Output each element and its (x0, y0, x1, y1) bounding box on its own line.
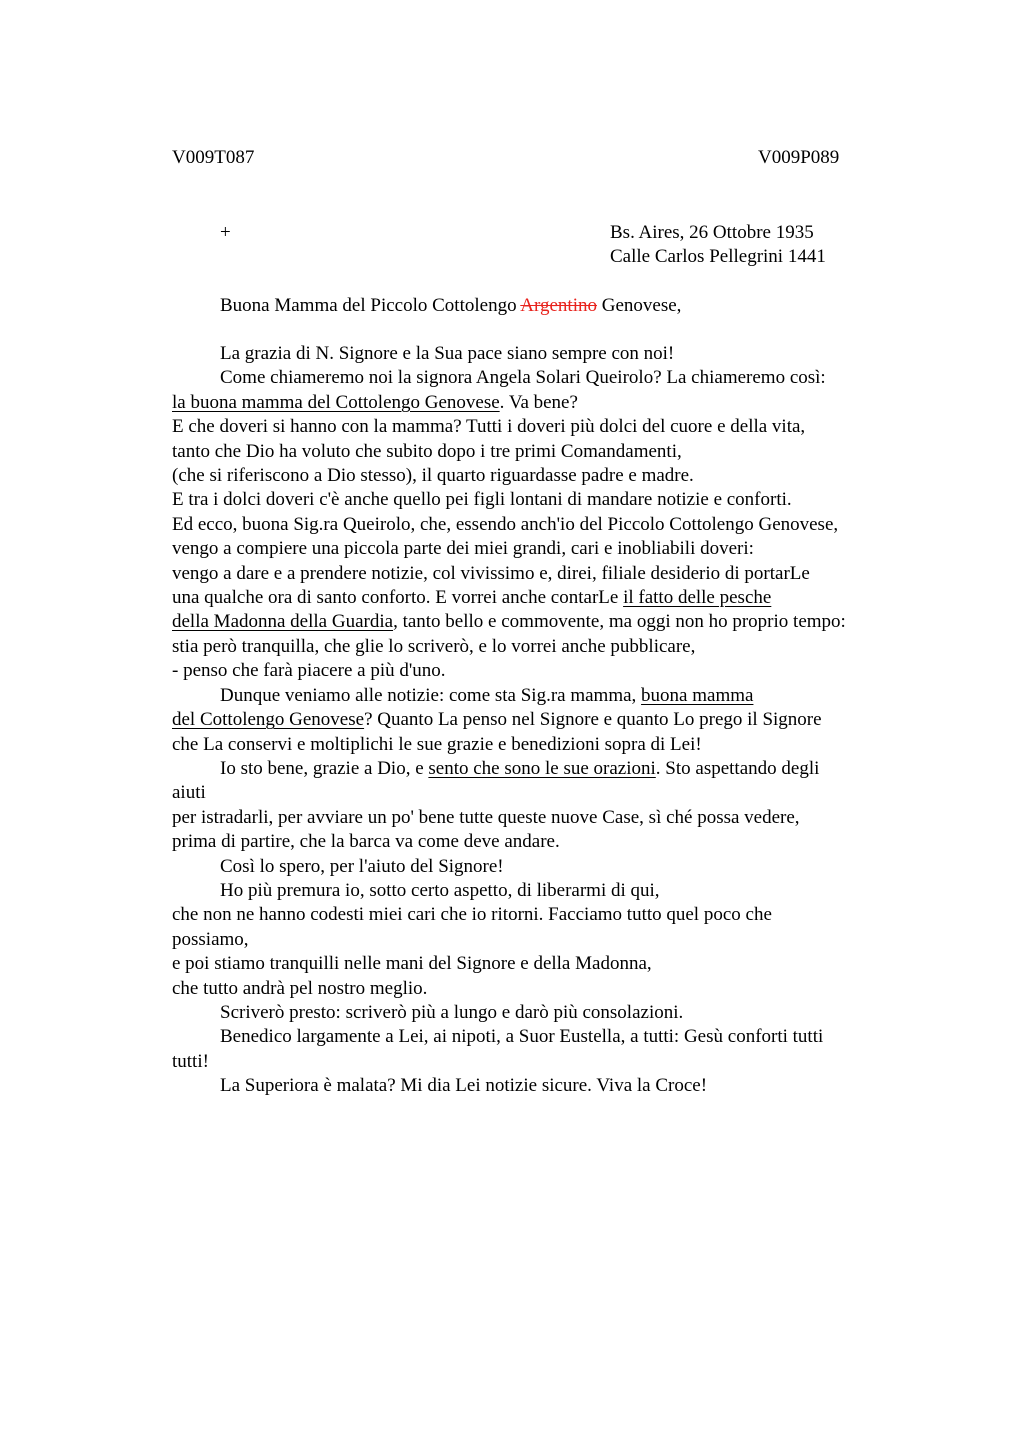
body-line: per istradarli, per avviare un po' bene tutte queste nuove Case, sì ché possa vedere, (172, 806, 800, 828)
underlined-phrase: della Madonna della Guardia (172, 611, 394, 633)
body-line: stia però tranquilla, che glie lo scriverò, e lo vorrei anche pubblicare, (172, 635, 696, 657)
body-line: Scriverò presto: scriverò più a lungo e darò più consolazioni. (220, 1001, 684, 1023)
body-line: che tutto andrà pel nostro meglio. (172, 977, 428, 999)
body-line: vengo a dare e a prendere notizie, col vivissimo e, direi, filiale desiderio di portarLe (172, 562, 810, 584)
underlined-phrase: il fatto delle pesche (623, 587, 772, 609)
salutation-deleted-word: Argentino (520, 295, 597, 316)
body-line: la buona mamma del Cottolengo Genovese. Va bene? (172, 391, 578, 413)
cross-symbol: + (220, 222, 231, 243)
underlined-phrase: buona mamma (641, 684, 754, 706)
body-line: e poi stiamo tranquilli nelle mani del Signore e della Madonna, (172, 953, 652, 975)
body-line: prima di partire, che la barca va come deve andare. (172, 831, 560, 853)
body-line: una qualche ora di santo conforto. E vorrei anche contarLe il fatto delle pesche (172, 587, 772, 609)
underlined-phrase: la buona mamma del Cottolengo Genovese (172, 391, 500, 413)
body-line: - penso che farà piacere a più d'uno. (172, 660, 446, 682)
body-line: tanto che Dio ha voluto che subito dopo i tre primi Comandamenti, (172, 440, 682, 462)
header-right-code: V009P089 (758, 147, 840, 168)
body-line: possiamo, (172, 928, 249, 950)
body-line: tutti! (172, 1050, 209, 1072)
place-date-line-2: Calle Carlos Pellegrini 1441 (610, 246, 826, 267)
header-left-code: V009T087 (172, 147, 255, 168)
body-line: Benedico largamente a Lei, ai nipoti, a Suor Eustella, a tutti: Gesù conforti tutti (220, 1026, 824, 1048)
body-line: La grazia di N. Signore e la Sua pace siano sempre con noi! (220, 343, 675, 364)
body-line: (che si riferiscono a Dio stesso), il quarto riguardasse padre e madre. (172, 465, 694, 487)
salutation (220, 294, 681, 318)
body-line: Ed ecco, buona Sig.ra Queirolo, che, essendo anch'io del Piccolo Cottolengo Genovese, (172, 513, 839, 535)
body-line: Così lo spero, per l'aiuto del Signore! (220, 855, 504, 877)
body-line: vengo a compiere una piccola parte dei miei grandi, cari e inobliabili doveri: (172, 538, 754, 560)
body-line: E che doveri si hanno con la mamma? Tutti i doveri più dolci del cuore e della vita, (172, 416, 806, 438)
underlined-phrase: del Cottolengo Genovese (172, 709, 365, 731)
body-line: Dunque veniamo alle notizie: come sta Sig.ra mamma, buona mamma (220, 684, 754, 706)
body-line: aiuti (172, 782, 206, 804)
letter-body (172, 342, 972, 1099)
body-line: del Cottolengo Genovese? Quanto La penso nel Signore e quanto Lo prego il Signore (172, 709, 822, 731)
salutation-text-before: Buona Mamma del Piccolo Cottolengo (220, 295, 521, 316)
body-line: che non ne hanno codesti miei cari che io ritorni. Facciamo tutto quel poco che (172, 904, 772, 926)
body-line: Come chiameremo noi la signora Angela Solari Queirolo? La chiameremo così: (220, 367, 826, 389)
body-line: E tra i dolci doveri c'è anche quello pei figli lontani di mandare notizie e conforti. (172, 489, 792, 511)
place-date-line-1: Bs. Aires, 26 Ottobre 1935 (610, 222, 814, 243)
body-line: La Superiora è malata? Mi dia Lei notizie sicure. Viva la Croce! (220, 1075, 708, 1097)
body-line: che La conservi e moltiplichi le sue grazie e benedizioni sopra di Lei! (172, 733, 702, 755)
body-line: Io sto bene, grazie a Dio, e sento che sono le sue orazioni. Sto aspettando degli (220, 757, 820, 779)
body-line: Ho più premura io, sotto certo aspetto, di liberarmi di qui, (220, 879, 660, 901)
salutation-text-after: Genovese, (596, 295, 682, 316)
body-line: della Madonna della Guardia, tanto bello e commovente, ma oggi non ho proprio tempo: (172, 611, 846, 633)
underlined-phrase: sento che sono le sue orazioni (428, 757, 656, 779)
